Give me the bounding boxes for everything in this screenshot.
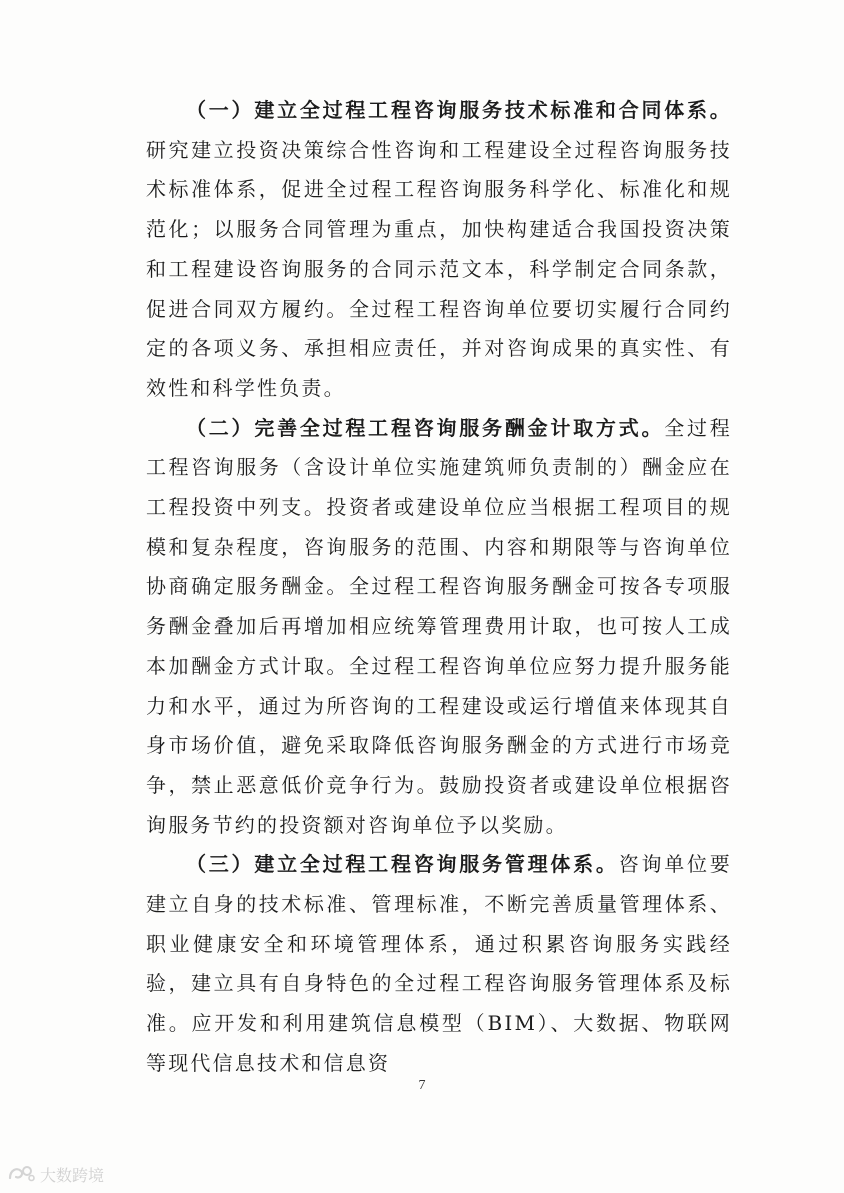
paragraph-3 <box>146 845 732 1083</box>
paragraph-2 <box>146 409 732 846</box>
paragraph-1 <box>146 91 732 409</box>
watermark <box>6 1160 104 1188</box>
document-body <box>146 91 732 1084</box>
paragraph-1-text: 研究建立投资决策综合性咨询和工程建设全过程咨询服务技术标准体系，促进全过程工程咨询服务科学化、标准化和规范化；以服务合同管理为重点，加快构建适合我国投资决策和工程建设咨询服务的合同示范文本，科学制定合同条款，促进合同双方履约。全过程工程咨询单位要切实履行合同约定的各项义务、承担相应责任，并对咨询成果的真实性、有效性和科学性负责。 <box>146 137 732 400</box>
page-number: 7 <box>418 1078 426 1093</box>
watermark-text: 大数跨境 <box>40 1165 105 1185</box>
watermark-logo-icon <box>6 1163 36 1185</box>
paragraph-3-text: 咨询单位要建立自身的技术标准、管理标准，不断完善质量管理体系、职业健康安全和环境管理体系，通过积累咨询服务实践经验，建立具有自身特色的全过程工程咨询服务管理体系及标准。应开发和利用建筑信息模型（BIM）、大数据、物联网等现代信息技术和信息资 <box>146 852 732 1075</box>
paragraph-2-heading: （二）完善全过程工程咨询服务酬金计取方式。 <box>186 415 665 440</box>
paragraph-2-text: 全过程工程咨询服务（含设计单位实施建筑师负责制的）酬金应在工程投资中列支。投资者或建设单位应当根据工程项目的规模和复杂程度，咨询服务的范围、内容和期限等与咨询单位协商确定服务酬金。全过程工程咨询服务酬金可按各专项服务酬金叠加后再增加相应统筹管理费用计取，也可按人工成本加酬金方式计取。全过程工程咨询单位应努力提升服务能力和水平，通过为所咨询的工程建设或运行增值来体现其自身市场价值，避免采取降低咨询服务酬金的方式进行市场竞争，禁止恶意低价竞争行为。鼓励投资者或建设单位根据咨询服务节约的投资额对咨询单位予以奖励。 <box>146 415 732 837</box>
paragraph-1-heading: （一）建立全过程工程咨询服务技术标准和合同体系。 <box>186 98 732 122</box>
paragraph-3-heading: （三）建立全过程工程咨询服务管理体系。 <box>186 852 619 877</box>
